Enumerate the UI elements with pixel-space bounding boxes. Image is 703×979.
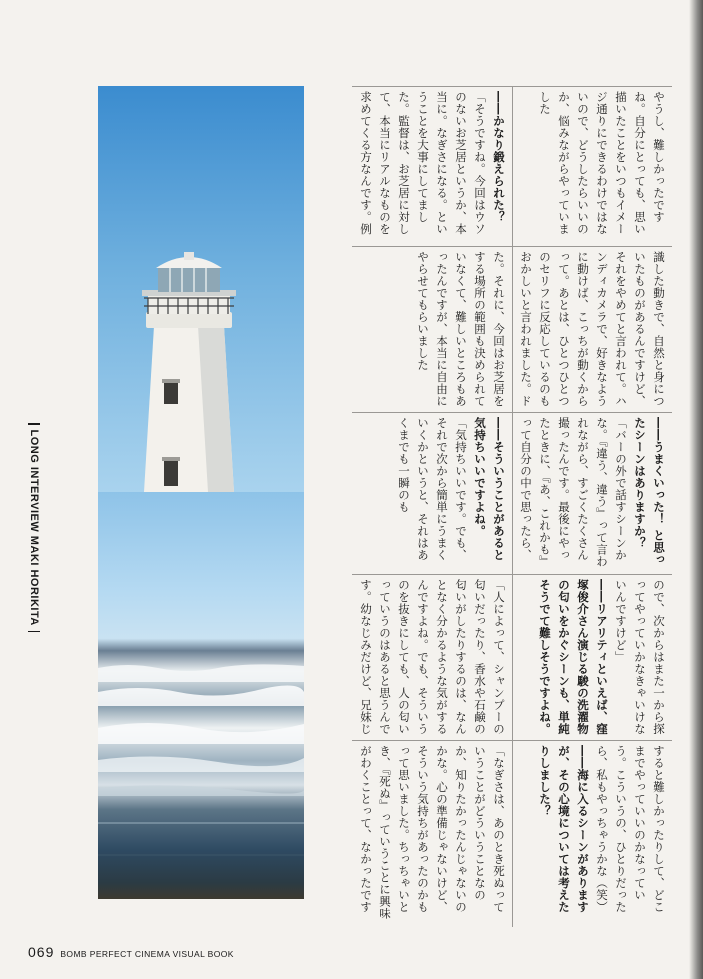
- body-text: やうし、難しかったですね。自分にとっても、思い描いたことをいつもイメージ通りにできるわけではないので、どうしたらいいのか、悩みながらやっていました: [538, 91, 666, 235]
- text-row: [352, 246, 672, 413]
- text-row: [352, 740, 672, 927]
- body-text: 識した動きで、自然と身についたものがあるんですけど、それをやめてと言われて。ハンディカメラで、好きなように動けば、こっちが動くからって。あとは、ひとつひとつのセリフに反応しているのもおかしいと言われました。ド: [519, 251, 666, 407]
- text-column-left: [356, 91, 508, 243]
- column-divider: [512, 575, 513, 741]
- body-text: 「そうですね。今回はウソのないお芝居というか、本当に。なぎさになる。ということを大事にしてました。監督は、お芝居に対して、本当にリアルなものを求めてくる方なんです。例: [359, 91, 487, 235]
- text-column-right: [516, 251, 668, 409]
- text-column-left: [356, 745, 508, 923]
- body-text: 「なぎさは、あのとき死ぬっていうことがどういうことなのか、知りたかったんじゃないのかな。心の準備じゃないけど、そういう気持ちがあったのかもって思いました。ちっちゃいとき、『死ぬ』っていうことに興味がわくことって、なかったです: [359, 745, 506, 920]
- body-text: すると難しかったりして、どこまでやっていいのかなっていう。こういうの、ひとりだったら、私もやっちゃうかな（笑）: [595, 745, 666, 913]
- body-text: 「気持ちいいです。でも、それで次から簡単にうまくいくかというと、それはあくまでも一瞬のも: [397, 417, 468, 561]
- caption-bar-left: [28, 423, 40, 425]
- side-caption-text: LONG INTERVIEW MAKI HORIKITA: [28, 429, 40, 626]
- column-divider: [512, 413, 513, 575]
- text-column-left: [356, 417, 508, 571]
- page-folio: [28, 944, 234, 958]
- page-edge-shadow: [689, 0, 703, 979]
- sea-waves-photo: [98, 492, 304, 899]
- column-divider: [512, 741, 513, 927]
- interview-question: ――リアリティといえば、窪塚俊介さん演じる駿の洗濯物の匂いをかぐシーンも、単純そうでて難しそうですよね。: [538, 579, 609, 735]
- text-row: [352, 412, 672, 575]
- interview-question: ――そういうことがあると気持ちいいですよね。: [473, 417, 506, 561]
- interview-question: ――うまくいった！ と思ったシーンはありますか？: [633, 417, 666, 566]
- body-text: た。それに、今回はお芝居をする場所の範囲も決められていなくて、難しいところもあったんですが、本当に自由にやらせてもらいました: [416, 251, 506, 407]
- column-divider: [512, 87, 513, 247]
- column-divider: [512, 247, 513, 413]
- interview-question: ――海に入るシーンがありますが、その心境については考えたりしました？: [538, 745, 590, 913]
- text-column-right: [516, 579, 668, 737]
- interview-text-area: [352, 86, 672, 926]
- text-column-right: [516, 745, 668, 923]
- text-row: [352, 86, 672, 247]
- lighthouse-illustration: [98, 86, 304, 492]
- page-number: 069: [28, 944, 55, 960]
- side-caption: [24, 418, 44, 626]
- book-title: BOMB PERFECT CINEMA VISUAL BOOK: [60, 949, 234, 959]
- lighthouse-photo: [98, 86, 304, 492]
- text-column-right: [516, 417, 668, 571]
- interview-question: ――かなり鍛えられた？: [492, 91, 506, 223]
- body-text: 「人によって、シャンプーの匂いだったり、香水や石鹸の匂いがしたりするのは、なんとなく分かるような気がするんですよね。でも、そういうのを抜きにしても、人の匂いっていうのはあると思うんです。幼なじみだけど、兄妹じ: [359, 579, 506, 735]
- text-column-left: [356, 579, 508, 737]
- caption-bar-right: [28, 631, 40, 633]
- text-row: [352, 574, 672, 741]
- text-column-right: [516, 91, 668, 243]
- body-text: ので、次からはまた一から探ってやっていかなきゃいけないんですけど」: [614, 579, 666, 735]
- body-text: 「バーの外で話すシーンかな。『違う、違う』って言われながら、すごくたくさん撮ったんです。最後にやったときに、『あ、これかも』って自分の中で思ったら、: [519, 417, 628, 568]
- text-column-left: [356, 251, 508, 409]
- sea-waves-illustration: [98, 492, 304, 899]
